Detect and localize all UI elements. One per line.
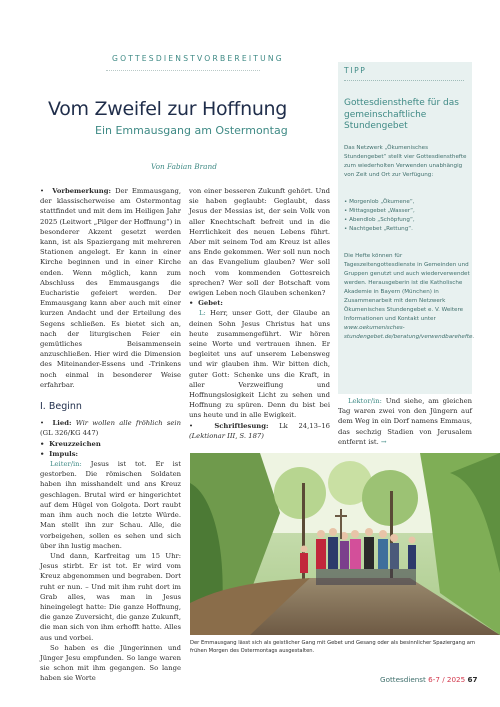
lektor-label: Lektor/in: [348, 397, 382, 405]
impuls-line: • Impuls: [40, 449, 79, 458]
kreuzzeichen-line: • Kreuzzeichen [40, 439, 101, 448]
article-subtitle: Ein Emmausgang am Ostermontag [95, 124, 288, 137]
impuls-paragraph [40, 459, 181, 551]
gebet-paragraph [189, 308, 330, 420]
tipp-divider [344, 80, 464, 81]
tipp-list-item: • Mittagsgebet „Wasser“, [344, 208, 415, 214]
lesung-text: Und siehe, am gleichen Tag waren zwei von den Jüngern auf dem Weg in ein Dorf namens Emmaus, das sechzig Stadien von Jerusalem entfernt ist. [338, 397, 472, 446]
lektionar-ref: (Lektionar III, S. 187) [189, 431, 264, 440]
lied-line: • Lied: Wir wollen alle fröhlich sein (GL 326/KG 447) [40, 419, 181, 438]
tipp-list-item: • Morgenlob „Ökumene“, [344, 199, 415, 205]
section-kicker: GOTTESDIENSTVORBEREITUNG [112, 54, 284, 63]
vorbemerkung-text: Der Emmausgang, der klassischerweise am Ostermontag stattfindet und mit dem im Heiligen Jahr 2025 (Leitwort „Pilger der Hoffnung“) in besonderer Akzent gesetzt werden kann, ist als Spaziergang mit mehreren Stationen angelegt. Er kann in einer Kirche beginnen und in einer Kirche enden. Wenn möglich, kann zum Abschluss des Emmausgangs die Eucharistie gefeiert werden. Der Emmausgang kann aber auch mit einer kurzen Andacht und der Erteilung des Segens schließen. Es bietet sich an, nach der liturgischen Feier ein gemütliches Beisammensein anzuschließen. Hier wird die Dimension des Miteinander-Essens und -Trinkens noch einmal in besonderer Weise erfahrbar. [40, 187, 181, 389]
kreuzzeichen-label: Kreuzzeichen [49, 439, 101, 448]
continue-arrow-icon: → [380, 437, 387, 446]
column-2 [189, 186, 330, 441]
lied-label: Lied: [52, 419, 72, 428]
page-number: 67 [467, 675, 478, 684]
paragraph: von einer besseren Zukunft gehört. Und sie haben geglaubt: Geglaubt, dass Jesus der Messias ist, der sein Volk von aller Knechtschaft befreit und in die Herrlichkeit des neuen Lebens führt. Aber mit seinem Tod am Kreuz ist alles ans Ende gekommen. Wer soll nun noch an das Evangelium glauben? Wer soll noch vom kommenden Gottesreich sprechen? Wer soll der Botschaft vom ewigen Leben noch Glauben schenken? [189, 187, 330, 298]
paragraph: So haben es die Jüngerinnen und Jünger Jesu empfunden. So lange waren sie schon mit ihm gegangen. So lange haben sie Worte [40, 643, 181, 683]
impuls-text: Jesus ist tot. Er ist gestorben. Die römischen Soldaten haben ihn misshandelt und ans Kreuz geschlagen. Brutal wird er hingerichtet auf dem Hügel von Golgota. Dort raubt man ihm auch noch die letzte Würde. Man stellt ihn zur Schau. Alle, die vorbeigehen, sollen es sehen und sich über ihn lustig machen. [40, 460, 181, 550]
tipp-body-text: Die Hefte können für Tageszeitengottesdienste in Gemeinden und Gruppen genutzt und auch wiederverwendet werden. Herausgeberin ist die Katholische Akademie in Bayern (München) in Zusammenarbeit mit dem Netzwerk Ökumenisches Stundengebet e. V. Weitere Informationen und Kontakt unter [344, 253, 470, 322]
vorbemerkung-label: Vorbemerkung: [52, 187, 111, 195]
byline: Von Fabian Brand [151, 162, 217, 171]
tipp-list-item: • Nachtgebet „Rettung“. [344, 226, 413, 232]
page-footer [380, 675, 478, 684]
tipp-body [344, 252, 475, 342]
l-label: L: [199, 309, 206, 318]
leiter-label: Leiter/in: [50, 460, 82, 469]
tipp-label: TIPP [344, 66, 367, 75]
photo-caption: Der Emmausgang lässt sich als geistlicher Gang mit Gebet und Gesang oder als besinnlicher Spaziergang am frühen Morgen des Ostermontags ausgestalten. [190, 640, 476, 654]
gebet-line: • Gebet: [189, 299, 223, 308]
photo-illustration [190, 453, 500, 635]
tipp-link[interactable]: www.oekumenisches-stundengebet.de/beratung/verwendbarehefte. [344, 325, 475, 340]
vorbemerkung: • Vorbemerkung: Der Emmausgang, der klassischerweise am Ostermontag stattfindet und mit dem im Heiligen Jahr 2025 (Leitwort „Pilger der Hoffnung“) in besonderer Akzent gesetzt werden kann, ist als Spaziergang mit mehreren Stationen angelegt. Er kann in einer Kirche beginnen und in einer Kirche enden. Wenn möglich, kann zum Abschluss des Emmausgangs die Eucharistie gefeiert werden. Der Emmausgang kann aber auch mit einer kurzen Andacht und der Erteilung des Segens schließen. Es bietet sich an, nach der liturgischen Feier ein gemütliches Beisammensein anzuschließen. Hier wird die Dimension des Miteinander-Essens und -Trinkens noch einmal in besonderer Weise erfahrbar. [40, 187, 181, 389]
article-title: Vom Zweifel zur Hoffnung [48, 98, 288, 120]
lied-title: Wir wollen alle fröhlich sein [75, 419, 181, 428]
section-heading: I. Beginn [40, 401, 82, 413]
schriftlesung-line: • Schriftlesung: Lk 24,13–16 (Lektionar III, S. 187) [189, 421, 330, 440]
tipp-list-item: • Abendlob „Schöpfung“, [344, 217, 415, 223]
schriftlesung-label: Schriftlesung: [214, 421, 269, 430]
gebet-label: Gebet: [198, 299, 223, 308]
issue-number: 6-7 / 2025 [428, 675, 466, 684]
tipp-list [344, 198, 470, 234]
emmaus-photo [190, 453, 500, 635]
gebet-text: Herr, unser Gott, der Glaube an deinen Sohn Jesus Christus hat uns heute zusammengeführt. Wir hören seine Worte und vertrauen ihnen. Er begleitet uns auf unserem Lebensweg und wir glauben ihm. Wir bitten dich, guter Gott: Schenke uns die Kraft, in aller Verzweiflung und Hoffnungslosigkeit Licht zu sehen und Hoffnung zu spüren. Denn du bist bei uns heute und in alle Ewigkeit. [189, 309, 330, 420]
kicker-divider [106, 70, 260, 71]
column-1 [40, 186, 181, 684]
impuls-label: Impuls: [49, 449, 79, 458]
column-3 [338, 396, 472, 447]
lesung-paragraph [338, 396, 472, 447]
paragraph: Und dann, Karfreitag um 15 Uhr: Jesus stirbt. Er ist tot. Er wird vom Kreuz abgenommen und begraben. Dort ruht er nun. – Und mit ihm ruht dort im Grab alles, was man in Jesus hineingelegt hatte: Die ganze Hoffnung, die ganze Zuversicht, die ganze Zukunft, die man sich von ihm erhofft hatte. Alles aus und vorbei. [40, 551, 181, 642]
schriftlesung-ref: Lk 24,13–16 [279, 421, 330, 430]
magazine-name: Gottesdienst [380, 675, 426, 684]
tipp-title: Gottesdiensthefte für das gemeinschaftliche Stundengebet [344, 98, 459, 131]
tipp-intro: Das Netzwerk „Ökumenisches Stundengebet“ stellt vier Gottesdiensthefte zum wiederholten Verwenden unabhängig von Zeit und Ort zur Verfügung: [344, 145, 467, 178]
lied-ref: (GL 326/KG 447) [40, 429, 99, 438]
